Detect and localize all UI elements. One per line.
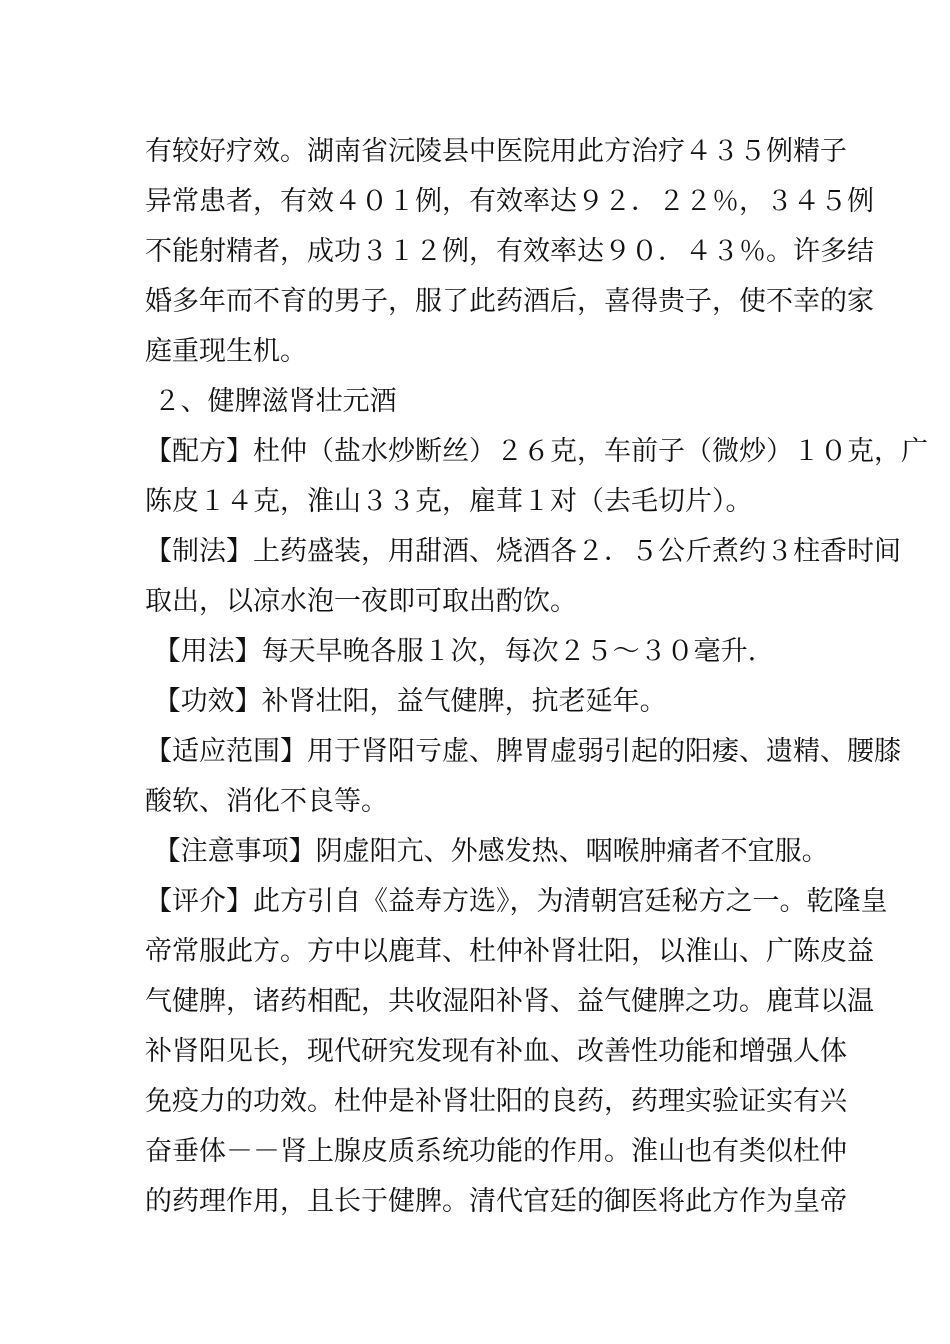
text-line-11: 【用法】每天早晚各服１次，每次２５～３０毫升.	[145, 636, 757, 667]
text-line-20: 免疫力的功效。杜仲是补肾壮阳的良药，药理实验证实有兴	[145, 1086, 847, 1117]
text-line-4: 婚多年而不育的男子，服了此药酒后，喜得贵子，使不幸的家	[145, 286, 874, 317]
text-line-12: 【功效】补肾壮阳，益气健脾，抗老延年。	[145, 686, 667, 717]
text-line-7: 【配方】杜仲（盐水炒断丝）２６克，车前子（微炒）１０克，广	[145, 436, 928, 467]
text-line-18: 气健脾，诸药相配，共收湿阳补肾、益气健脾之功。鹿茸以温	[145, 986, 874, 1017]
text-line-8: 陈皮１４克，淮山３３克，雇茸１对（去毛切片）。	[145, 486, 753, 517]
text-line-15: 【注意事项】阴虚阳亢、外感发热、咽喉肿痛者不宜服。	[145, 836, 829, 867]
text-line-1: 有较好疗效。湖南省沅陵县中医院用此方治疗４３５例精子	[145, 136, 847, 167]
text-line-16: 【评介】此方引自《益寿方选》，为清朝宫廷秘方之一。乾隆皇	[145, 886, 888, 917]
text-line-9: 【制法】上药盛装，用甜酒、烧酒各２．５公斤煮约３柱香时间	[145, 536, 901, 567]
text-line-14: 酸软、消化不良等。	[145, 786, 388, 817]
text-line-13: 【适应范围】用于肾阳亏虚、脾胃虚弱引起的阳痿、遗精、腰膝	[145, 736, 901, 767]
text-line-21: 奋垂体－－肾上腺皮质系统功能的作用。淮山也有类似杜仲	[145, 1136, 847, 1167]
text-line-3: 不能射精者，成功３１２例，有效率达９０．４３％。许多结	[145, 236, 874, 267]
section-heading: ２、健脾滋肾壮元酒	[145, 386, 397, 417]
text-line-2: 异常患者，有效４０１例，有效率达９２．２２％，３４５例	[145, 186, 874, 217]
text-line-19: 补肾阳见长，现代研究发现有补血、改善性功能和增强人体	[145, 1036, 847, 1067]
text-line-22: 的药理作用，且长于健脾。清代官廷的御医将此方作为皇帝	[145, 1186, 847, 1217]
text-line-5: 庭重现生机。	[145, 336, 307, 367]
text-line-10: 取出，以凉水泡一夜即可取出酌饮。	[145, 586, 577, 617]
text-line-17: 帝常服此方。方中以鹿茸、杜仲补肾壮阳，以淮山、广陈皮益	[145, 936, 874, 967]
